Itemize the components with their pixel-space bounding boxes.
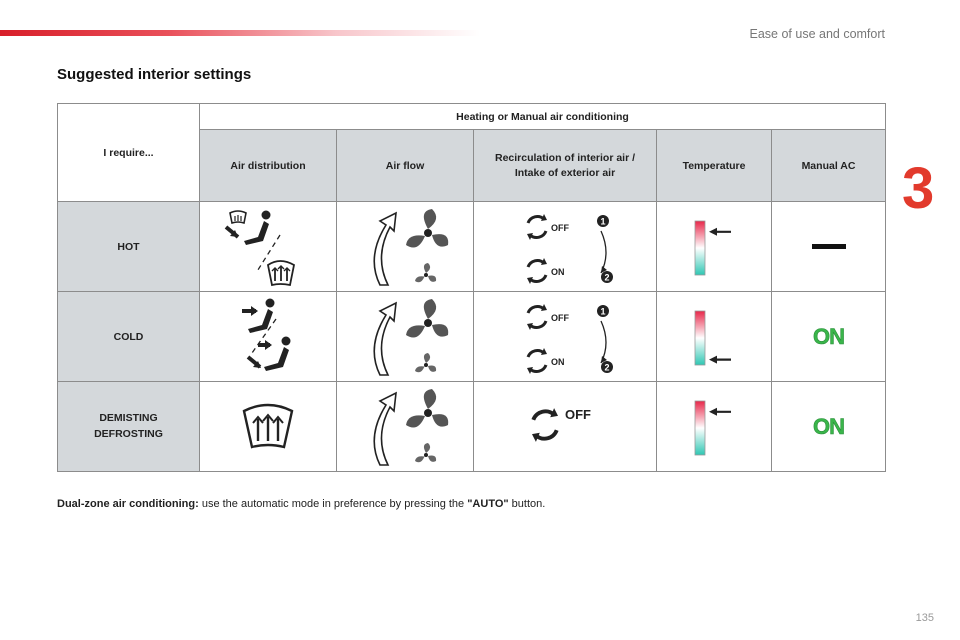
page-title: Suggested interior settings [57, 66, 252, 83]
step-2-badge [601, 361, 613, 373]
recirculation-icon [527, 214, 547, 240]
temperature-cell [657, 382, 772, 472]
temperature-arrow [709, 407, 731, 415]
recirc-off-label: OFF [551, 222, 569, 233]
col-recirculation: Recirculation of interior air / Intake of exterior air [474, 130, 657, 202]
recirculation-cell [474, 382, 657, 472]
recirculation-icon [532, 408, 558, 442]
fan-icon [406, 389, 448, 428]
temperature-gauge-icon [695, 311, 705, 365]
recirculation-cell [474, 292, 657, 382]
temperature-cell [657, 292, 772, 382]
section-title: Ease of use and comfort [749, 27, 885, 41]
table-row [58, 382, 886, 472]
air-distribution-cell [200, 202, 337, 292]
recirculation-icon [527, 304, 547, 330]
seated-person-icon [244, 210, 271, 245]
air-distribution-cell [200, 292, 337, 382]
fan-small-icon [415, 353, 436, 372]
settings-table [57, 103, 886, 472]
seated-person-icon [264, 336, 291, 371]
svg-text:1: 1 [600, 216, 606, 226]
recirc-off-label: OFF [551, 312, 569, 323]
recirculation-icon [527, 258, 547, 284]
group-header: Heating or Manual air conditioning [200, 104, 886, 130]
col-manual-ac: Manual AC [772, 130, 886, 202]
step-1-badge [597, 305, 609, 317]
temperature-gauge-icon [695, 221, 705, 275]
manual-ac-dash [812, 244, 846, 249]
air-flow-cell [337, 382, 474, 472]
svg-text:2: 2 [604, 272, 610, 282]
temperature-gauge-icon [695, 401, 705, 455]
footwell-vent-icon [268, 261, 294, 285]
chapter-number: 3 [902, 156, 935, 221]
manual-ac-cell [772, 202, 886, 292]
fan-small-icon [415, 443, 436, 462]
fan-small-icon [415, 263, 436, 282]
recirc-on-label: ON [551, 356, 565, 367]
fan-icon [406, 299, 448, 338]
row-label-cold: COLD [58, 292, 200, 382]
recirculation-icon [527, 348, 547, 374]
manual-ac-on-label: ON [813, 413, 844, 439]
table-row [58, 202, 886, 292]
row-label-hot: HOT [58, 202, 200, 292]
recirc-off-label: OFF [565, 406, 591, 422]
manual-ac-cell [772, 382, 886, 472]
air-flow-cell [337, 202, 474, 292]
windscreen-demist-icon [230, 211, 246, 223]
air-flow-cell [337, 292, 474, 382]
fan-icon [406, 209, 448, 248]
temperature-arrow [709, 227, 731, 235]
manual-ac-on-label: ON [813, 323, 844, 349]
corner-label: I require... [58, 104, 200, 202]
recirc-on-label: ON [551, 266, 565, 277]
windscreen-demist-icon [244, 405, 292, 447]
temperature-arrow [709, 355, 731, 363]
step-1-badge [597, 215, 609, 227]
air-distribution-cell [200, 382, 337, 472]
col-air-flow: Air flow [337, 130, 474, 202]
col-temperature: Temperature [657, 130, 772, 202]
dual-zone-note: Dual-zone air conditioning: use the automatic mode in preference by pressing the "AUTO" button. [57, 498, 546, 510]
header-accent-bar [0, 30, 480, 36]
table-row [58, 292, 886, 382]
temperature-cell [657, 202, 772, 292]
svg-text:1: 1 [600, 306, 606, 316]
recirculation-cell [474, 202, 657, 292]
svg-text:2: 2 [604, 362, 610, 372]
manual-ac-cell [772, 292, 886, 382]
col-air-distribution: Air distribution [200, 130, 337, 202]
row-label-demisting: DEMISTING DEFROSTING [58, 382, 200, 472]
page-number: 135 [915, 612, 934, 624]
step-2-badge [601, 271, 613, 283]
